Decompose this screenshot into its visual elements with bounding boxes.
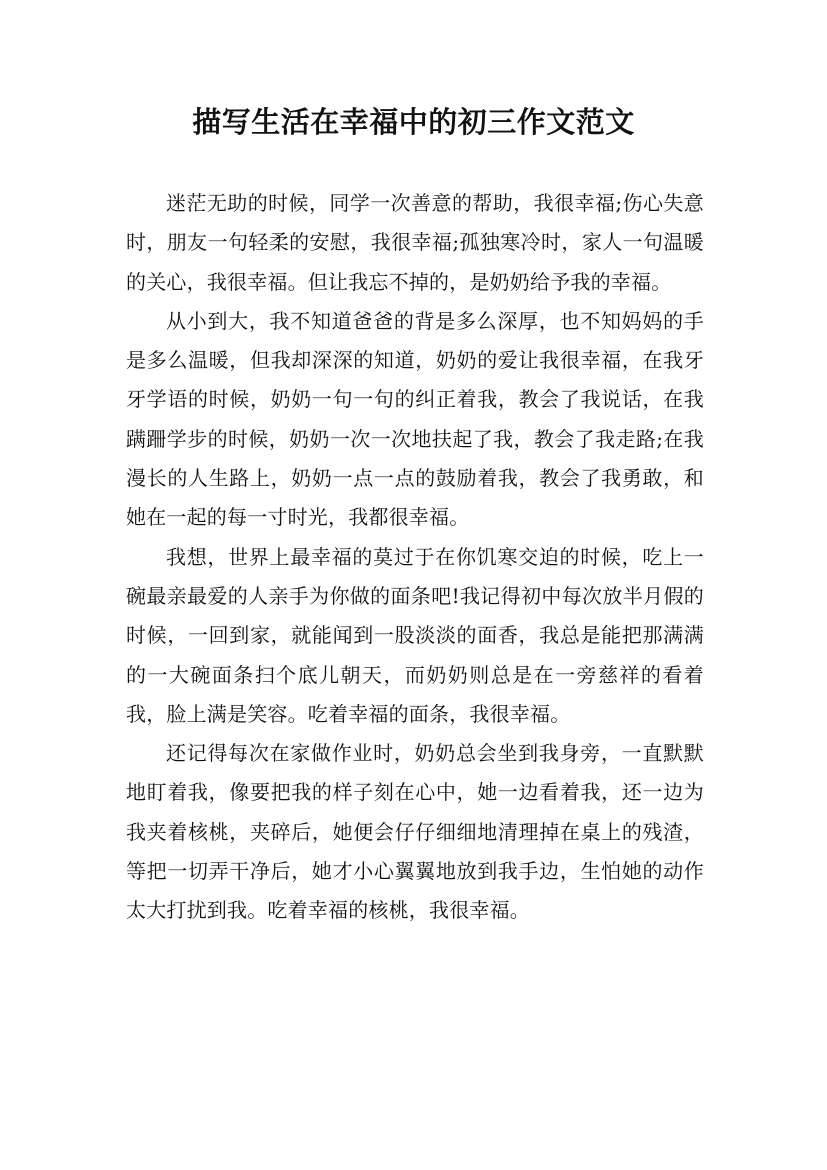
paragraph-1: 迷茫无助的时候，同学一次善意的帮助，我很幸福;伤心失意时，朋友一句轻柔的安慰，我很幸福;孤独寒冷时，家人一句温暖的关心，我很幸福。但让我忘不掉的，是奶奶给予我的幸福。 (126, 191, 704, 294)
paragraph-3: 我想，世界上最幸福的莫过于在你饥寒交迫的时候，吃上一碗最亲最爱的人亲手为你做的面条吧!我记得初中每次放半月假的时候，一回到家，就能闻到一股淡淡的面香，我总是能把那满满的一大碗面条扫个底儿朝天，而奶奶则总是在一旁慈祥的看着我，脸上满是笑容。吃着幸福的面条，我很幸福。 (126, 544, 704, 726)
paragraph-4: 还记得每次在家做作业时，奶奶总会坐到我身旁，一直默默地盯着我，像要把我的样子刻在心中，她一边看着我，还一边为我夹着核桃，夹碎后，她便会仔仔细细地清理掉在桌上的残渣，等把一切弄干净后，她才小心翼翼地放到我手边，生怕她的动作太大打扰到我。吃着幸福的核桃，我很幸福。 (126, 741, 704, 923)
paragraph-2: 从小到大，我不知道爸爸的背是多么深厚，也不知妈妈的手是多么温暖，但我却深深的知道，奶奶的爱让我很幸福，在我牙牙学语的时候，奶奶一句一句的纠正着我，教会了我说话，在我蹒跚学步的时候，奶奶一次一次地扶起了我，教会了我走路;在我漫长的人生路上，奶奶一点一点的鼓励着我，教会了我勇敢，和她在一起的每一寸时光，我都很幸福。 (126, 308, 704, 530)
document-title: 描写生活在幸福中的初三作文范文 (192, 105, 635, 139)
document-body (126, 184, 704, 931)
